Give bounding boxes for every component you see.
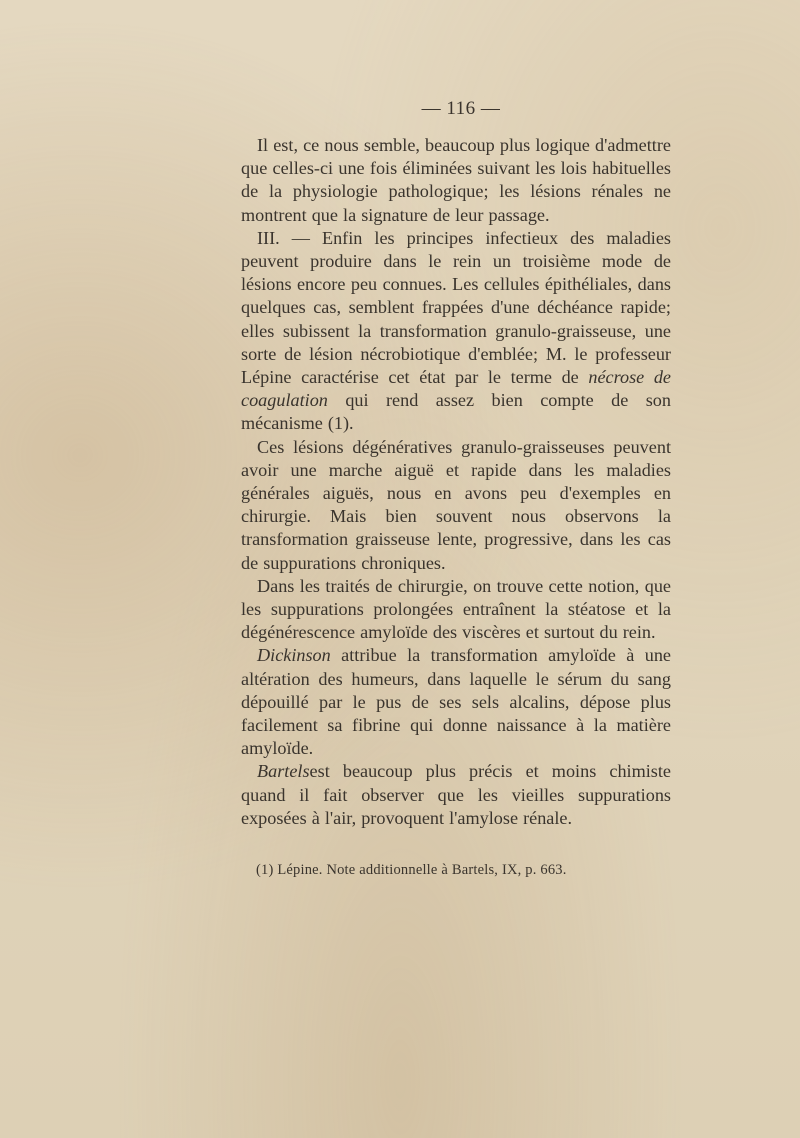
paragraph-6-text: est beaucoup plus précis et moins chimiste quand il fait observer que les vieilles suppurations exposées à l'air, provoquent l'amylose rénale. [241,761,671,828]
paragraph-6-author: Bartels [257,761,310,782]
paragraph-2-text: III. — Enfin les principes infectieux des maladies peuvent produire dans le rein un troisième mode de lésions encore peu connues. Les cellules épithéliales, dans quelques cas, semblent frappées d'une déchéance rapide; elles subissent la transformation granulo-graisseuse, une sorte de lésion nécrobiotique d'emblée; M. le professeur Lépine caractérise cet état par le terme de [241,227,671,388]
paragraph-2-end: qui rend assez bien compte de son mécanisme (1). [241,390,671,434]
paragraph-5 [241,644,671,760]
paragraph-3: Ces lésions dégénératives granulo-graisseuses peuvent avoir une marche aiguë et rapide dans les maladies générales aiguës, nous en avons peu d'exemples en chirurgie. Mais bien souvent nous observons la transformation graisseuse lente, progressive, dans les cas de suppurations chroniques. [241,436,671,573]
paragraph-1: Il est, ce nous semble, beaucoup plus logique d'admettre que celles-ci une fois éliminées suivant les lois habituelles de la physiologie pathologique; les lésions rénales ne montrent que la signature de leur passage. [241,135,671,225]
footnote: (1) Lépine. Note additionnelle à Bartels, IX, p. 663. [256,862,567,878]
paragraph-4: Dans les traités de chirurgie, on trouve cette notion, que les suppurations prolongées entraînent la stéatose et la dégénérescence amyloïde des viscères et surtout du rein. [241,575,671,643]
paragraph-5-text: attribue la transformation amyloïde à une altération des humeurs, dans laquelle le sérum du sang dépouillé par le pus de ses sels alcalins, dépose plus facilement sa fibrine qui donne naissance à la matière amyloïde. [241,645,672,759]
paragraph-2-emphasis: nécrose de coagulation [241,367,671,411]
paragraph-2 [241,227,671,436]
paragraph-6 [241,760,671,830]
page-number: — 116 — [421,98,501,119]
paragraph-5-author: Dickinson [257,645,331,666]
body-text [241,134,671,830]
